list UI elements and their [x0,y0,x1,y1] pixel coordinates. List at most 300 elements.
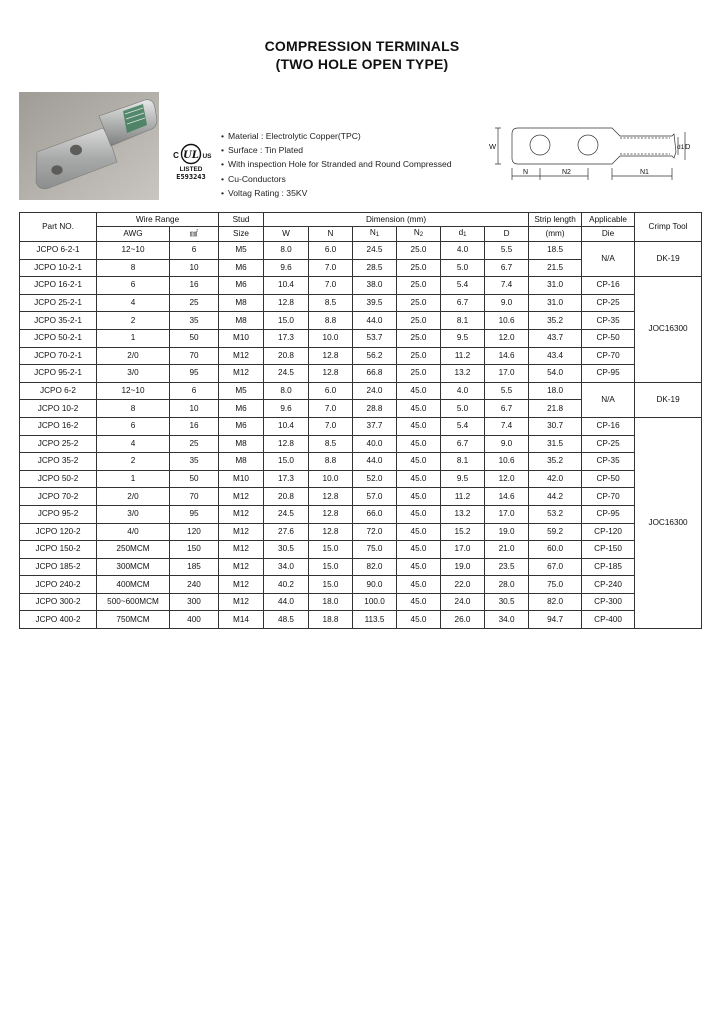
cell-d1: 6.7 [441,435,485,453]
cell-d: 21.0 [485,541,529,559]
cell-applicable-die: N/A [582,382,635,417]
col-header-d1-sub: 1 [463,232,467,238]
table-row [20,435,702,453]
cell-stud: M12 [219,593,264,611]
cell-part: JCPO 95-2 [20,505,97,523]
cell-mm2: 400 [170,611,219,629]
drawing-label-n2: N2 [562,169,571,176]
cell-applicable-die: CP-240 [582,576,635,594]
cell-n2: 45.0 [397,611,441,629]
cell-n2: 45.0 [397,417,441,435]
spec-material: • Material : Electrolytic Copper(TPC) [221,129,491,143]
cell-part: JCPO 10-2 [20,400,97,418]
cell-n2: 45.0 [397,593,441,611]
cell-d: 10.6 [485,312,529,330]
cell-n: 8.8 [309,453,353,471]
cell-n2: 45.0 [397,435,441,453]
cell-stud: M5 [219,382,264,400]
cell-mm2: 120 [170,523,219,541]
cell-part: JCPO 16-2 [20,417,97,435]
dimension-drawing [478,122,693,184]
table-row [20,576,702,594]
cell-strip: 21.5 [529,259,582,277]
cell-stud: M10 [219,470,264,488]
cell-n2: 45.0 [397,505,441,523]
cell-stud: M12 [219,505,264,523]
cell-n2: 25.0 [397,347,441,365]
cell-n: 10.0 [309,329,353,347]
cell-mm2: 25 [170,294,219,312]
cell-n1: 39.5 [353,294,397,312]
cell-d1: 17.0 [441,541,485,559]
col-header-strip-length: Strip length [529,213,582,227]
cell-strip: 53.2 [529,505,582,523]
cell-strip: 60.0 [529,541,582,559]
table-row [20,329,702,347]
cell-part: JCPO 10-2-1 [20,259,97,277]
cell-applicable-die: CP-50 [582,470,635,488]
table-row [20,541,702,559]
cell-awg: 4 [97,435,170,453]
cell-applicable-die: CP-400 [582,611,635,629]
cell-d: 19.0 [485,523,529,541]
cell-n: 12.8 [309,365,353,383]
cell-strip: 43.7 [529,329,582,347]
cell-crimp-tool: DK-19 [635,382,702,417]
cell-applicable-die: CP-16 [582,277,635,295]
cell-d1: 15.2 [441,523,485,541]
cell-n2: 25.0 [397,277,441,295]
col-header-part-no: Part NO. [20,213,97,242]
cell-d: 5.5 [485,382,529,400]
table-row [20,294,702,312]
cell-n2: 45.0 [397,470,441,488]
cell-strip: 18.5 [529,242,582,260]
cell-strip: 82.0 [529,593,582,611]
cell-mm2: 240 [170,576,219,594]
cell-d1: 5.4 [441,417,485,435]
cell-d1: 11.2 [441,488,485,506]
table-row [20,417,702,435]
cell-awg: 8 [97,400,170,418]
cell-mm2: 35 [170,312,219,330]
cell-applicable-die: CP-25 [582,435,635,453]
cell-n: 8.5 [309,435,353,453]
cell-d: 6.7 [485,400,529,418]
cell-stud: M8 [219,294,264,312]
col-header-strip-unit: (mm) [529,227,582,242]
cell-d1: 8.1 [441,312,485,330]
cell-n: 12.8 [309,488,353,506]
cell-applicable-die: CP-35 [582,453,635,471]
cell-n: 18.0 [309,593,353,611]
cell-applicable-die: CP-95 [582,365,635,383]
col-header-n2 [397,227,441,242]
cell-w: 15.0 [264,453,309,471]
cell-strip: 43.4 [529,347,582,365]
cell-strip: 67.0 [529,558,582,576]
cell-n1: 53.7 [353,329,397,347]
cell-d1: 26.0 [441,611,485,629]
cell-mm2: 50 [170,470,219,488]
spec-voltage: • Voltag Rating : 35KV [221,186,491,200]
cell-n: 15.0 [309,558,353,576]
cell-awg: 6 [97,417,170,435]
table-row [20,347,702,365]
table-row [20,523,702,541]
cell-mm2: 25 [170,435,219,453]
cell-awg: 3/0 [97,505,170,523]
cell-n1: 90.0 [353,576,397,594]
cell-part: JCPO 6-2-1 [20,242,97,260]
cell-mm2: 300 [170,593,219,611]
col-header-n1-text: N [369,228,376,237]
cell-n2: 25.0 [397,312,441,330]
cell-d: 14.6 [485,488,529,506]
cell-applicable-die: CP-70 [582,347,635,365]
cell-w: 34.0 [264,558,309,576]
cell-part: JCPO 300-2 [20,593,97,611]
cell-part: JCPO 400-2 [20,611,97,629]
spec-inspection-hole-cont: • Cu-Conductors [221,172,491,186]
cell-applicable-die: CP-185 [582,558,635,576]
col-header-d1-text: d [458,228,464,237]
cell-mm2: 10 [170,400,219,418]
cell-w: 9.6 [264,400,309,418]
cell-part: JCPO 6-2 [20,382,97,400]
cell-d: 17.0 [485,505,529,523]
cell-mm2: 70 [170,347,219,365]
cell-part: JCPO 70-2-1 [20,347,97,365]
cell-part: JCPO 185-2 [20,558,97,576]
col-header-n1 [353,227,397,242]
cell-stud: M12 [219,523,264,541]
col-header-w: W [264,227,309,242]
cell-applicable-die: CP-25 [582,294,635,312]
cell-n2: 45.0 [397,400,441,418]
cell-n1: 82.0 [353,558,397,576]
cell-awg: 8 [97,259,170,277]
cell-mm2: 95 [170,505,219,523]
cell-n1: 57.0 [353,488,397,506]
cell-n: 12.8 [309,347,353,365]
cell-part: JCPO 35-2 [20,453,97,471]
cell-stud: M14 [219,611,264,629]
cell-n2: 25.0 [397,242,441,260]
cell-d1: 8.1 [441,453,485,471]
cell-stud: M6 [219,277,264,295]
cell-stud: M12 [219,365,264,383]
cell-mm2: 150 [170,541,219,559]
cell-n1: 66.0 [353,505,397,523]
cell-strip: 54.0 [529,365,582,383]
cell-n2: 25.0 [397,365,441,383]
cell-d1: 22.0 [441,576,485,594]
cell-awg: 2/0 [97,488,170,506]
cell-n2: 45.0 [397,541,441,559]
table-row [20,312,702,330]
cell-stud: M6 [219,400,264,418]
cell-part: JCPO 25-2 [20,435,97,453]
cell-mm2: 95 [170,365,219,383]
cell-d: 10.6 [485,453,529,471]
cell-n: 18.8 [309,611,353,629]
cell-awg: 2 [97,312,170,330]
cell-w: 44.0 [264,593,309,611]
cell-strip: 42.0 [529,470,582,488]
table-row [20,242,702,260]
cell-n: 6.0 [309,242,353,260]
cell-mm2: 6 [170,242,219,260]
spec-inspection-hole: • With inspection Hole for Stranded and Round Compressed [221,157,491,171]
cell-d1: 11.2 [441,347,485,365]
cell-n1: 37.7 [353,417,397,435]
col-header-n2-sub: 2 [419,232,424,238]
cell-stud: M12 [219,347,264,365]
cell-w: 30.5 [264,541,309,559]
cell-n: 7.0 [309,259,353,277]
cell-n2: 45.0 [397,453,441,471]
cell-mm2: 35 [170,453,219,471]
cell-d1: 5.0 [441,400,485,418]
cell-mm2: 16 [170,277,219,295]
cell-n: 15.0 [309,541,353,559]
cell-awg: 2 [97,453,170,471]
cell-d: 12.0 [485,470,529,488]
cell-part: JCPO 50-2-1 [20,329,97,347]
cell-n1: 38.0 [353,277,397,295]
cell-d1: 4.0 [441,242,485,260]
cell-n1: 66.8 [353,365,397,383]
cell-d: 28.0 [485,576,529,594]
cell-strip: 31.0 [529,277,582,295]
cell-applicable-die: CP-150 [582,541,635,559]
cell-awg: 400MCM [97,576,170,594]
cell-stud: M12 [219,541,264,559]
cell-applicable-die: CP-70 [582,488,635,506]
ul-mark-c: C [173,151,179,160]
cell-applicable-die: CP-35 [582,312,635,330]
cell-d: 9.0 [485,294,529,312]
terminal-spec-table [19,212,702,629]
table-row [20,505,702,523]
cell-mm2: 6 [170,382,219,400]
cell-n1: 40.0 [353,435,397,453]
cell-d: 14.6 [485,347,529,365]
cell-d1: 13.2 [441,365,485,383]
cell-mm2: 70 [170,488,219,506]
cell-stud: M8 [219,312,264,330]
page-title: COMPRESSION TERMINALS [264,38,460,54]
col-header-dimension: Dimension (mm) [264,213,529,227]
spec-list [221,129,491,200]
cell-part: JCPO 50-2 [20,470,97,488]
cell-n1: 28.5 [353,259,397,277]
cell-awg: 300MCM [97,558,170,576]
cell-n: 10.0 [309,470,353,488]
product-photo [19,92,159,200]
cell-d1: 9.5 [441,329,485,347]
cell-w: 24.5 [264,505,309,523]
cell-d: 9.0 [485,435,529,453]
col-header-mm2: ㎟ [170,227,219,242]
cell-n1: 24.5 [353,242,397,260]
cell-n1: 72.0 [353,523,397,541]
cell-part: JCPO 16-2-1 [20,277,97,295]
cell-d: 34.0 [485,611,529,629]
cell-d: 30.5 [485,593,529,611]
cell-n: 12.8 [309,505,353,523]
cell-awg: 1 [97,329,170,347]
col-header-crimp-tool: Crimp Tool [635,213,702,242]
cell-stud: M5 [219,242,264,260]
cell-crimp-tool: DK-19 [635,242,702,277]
col-header-n: N [309,227,353,242]
cell-n2: 25.0 [397,294,441,312]
col-header-applicable: Applicable [582,213,635,227]
col-header-wire-range: Wire Range [97,213,219,227]
cell-w: 10.4 [264,417,309,435]
cell-strip: 31.0 [529,294,582,312]
cell-w: 20.8 [264,488,309,506]
cell-n: 7.0 [309,417,353,435]
cell-w: 10.4 [264,277,309,295]
cell-stud: M10 [219,329,264,347]
col-header-d1 [441,227,485,242]
cell-strip: 35.2 [529,312,582,330]
cell-awg: 250MCM [97,541,170,559]
cell-strip: 59.2 [529,523,582,541]
cell-mm2: 185 [170,558,219,576]
cell-n2: 45.0 [397,576,441,594]
cell-d1: 5.4 [441,277,485,295]
cell-n: 7.0 [309,277,353,295]
table-body [20,242,702,629]
cell-part: JCPO 25-2-1 [20,294,97,312]
ul-mark-us: US [202,153,212,160]
cell-n1: 52.0 [353,470,397,488]
cell-strip: 31.5 [529,435,582,453]
cell-awg: 500~600MCM [97,593,170,611]
table-row [20,382,702,400]
col-header-n2-text: N [413,228,420,237]
cell-part: JCPO 35-2-1 [20,312,97,330]
cell-w: 12.8 [264,435,309,453]
cell-applicable-die: CP-120 [582,523,635,541]
ul-file-number: E593243 [176,173,206,181]
cell-applicable-die: CP-95 [582,505,635,523]
cell-d: 5.5 [485,242,529,260]
cell-w: 15.0 [264,312,309,330]
cell-w: 27.6 [264,523,309,541]
cell-d1: 5.0 [441,259,485,277]
cell-d1: 6.7 [441,294,485,312]
cell-n1: 28.8 [353,400,397,418]
cell-awg: 12~10 [97,242,170,260]
cell-n2: 45.0 [397,523,441,541]
cell-awg: 12~10 [97,382,170,400]
cell-n2: 25.0 [397,329,441,347]
cell-n: 6.0 [309,382,353,400]
cell-stud: M8 [219,435,264,453]
cell-d: 23.5 [485,558,529,576]
cell-strip: 30.7 [529,417,582,435]
cell-w: 8.0 [264,382,309,400]
cell-d1: 4.0 [441,382,485,400]
cell-n: 8.5 [309,294,353,312]
cell-n2: 25.0 [397,259,441,277]
cell-part: JCPO 95-2-1 [20,365,97,383]
cell-strip: 75.0 [529,576,582,594]
cell-part: JCPO 240-2 [20,576,97,594]
cell-d: 12.0 [485,329,529,347]
cell-strip: 18.0 [529,382,582,400]
cell-part: JCPO 120-2 [20,523,97,541]
cell-crimp-tool: JOC16300 [635,277,702,383]
table-row [20,558,702,576]
cell-w: 40.2 [264,576,309,594]
cell-strip: 94.7 [529,611,582,629]
cell-stud: M12 [219,558,264,576]
drawing-label-d1: d1 [677,144,685,151]
cell-n1: 56.2 [353,347,397,365]
table-row [20,365,702,383]
cell-d: 7.4 [485,417,529,435]
cell-mm2: 10 [170,259,219,277]
cell-w: 48.5 [264,611,309,629]
cell-n1: 44.0 [353,453,397,471]
cell-strip: 21.8 [529,400,582,418]
ul-mark-text: UL [183,150,199,161]
drawing-label-n1: N1 [640,169,649,176]
col-header-die: Die [582,227,635,242]
cell-d: 17.0 [485,365,529,383]
cell-awg: 6 [97,277,170,295]
cell-strip: 35.2 [529,453,582,471]
cell-d1: 19.0 [441,558,485,576]
cell-awg: 2/0 [97,347,170,365]
ul-listed-text: LISTED [179,166,203,173]
col-header-n1-sub: 1 [375,232,380,238]
cell-mm2: 50 [170,329,219,347]
cell-stud: M12 [219,576,264,594]
cell-stud: M12 [219,488,264,506]
cell-n: 12.8 [309,523,353,541]
cell-w: 20.8 [264,347,309,365]
page-subtitle: (TWO HOLE OPEN TYPE) [275,56,449,72]
table-row [20,611,702,629]
cell-w: 9.6 [264,259,309,277]
drawing-label-n: N [523,169,529,176]
cell-n1: 113.5 [353,611,397,629]
cell-w: 12.8 [264,294,309,312]
cell-applicable-die: CP-300 [582,593,635,611]
cell-d: 6.7 [485,259,529,277]
table-row [20,593,702,611]
cell-mm2: 16 [170,417,219,435]
cell-awg: 1 [97,470,170,488]
cell-applicable-die: N/A [582,242,635,277]
cell-applicable-die: CP-16 [582,417,635,435]
cell-awg: 3/0 [97,365,170,383]
drawing-label-d: D [685,142,691,151]
cell-stud: M6 [219,417,264,435]
col-header-awg: AWG [97,227,170,242]
cell-d: 7.4 [485,277,529,295]
col-header-size: Size [219,227,264,242]
ul-listed-mark [168,143,214,181]
cell-n: 15.0 [309,576,353,594]
